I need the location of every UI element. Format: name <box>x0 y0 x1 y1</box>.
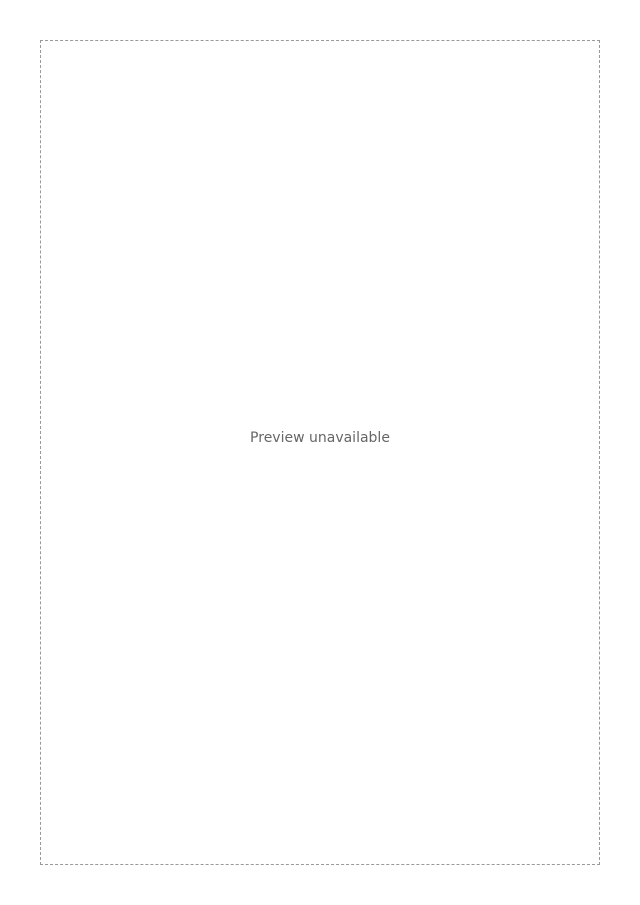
placeholder-frame <box>40 40 600 865</box>
placeholder-text: Preview unavailable <box>250 430 390 446</box>
